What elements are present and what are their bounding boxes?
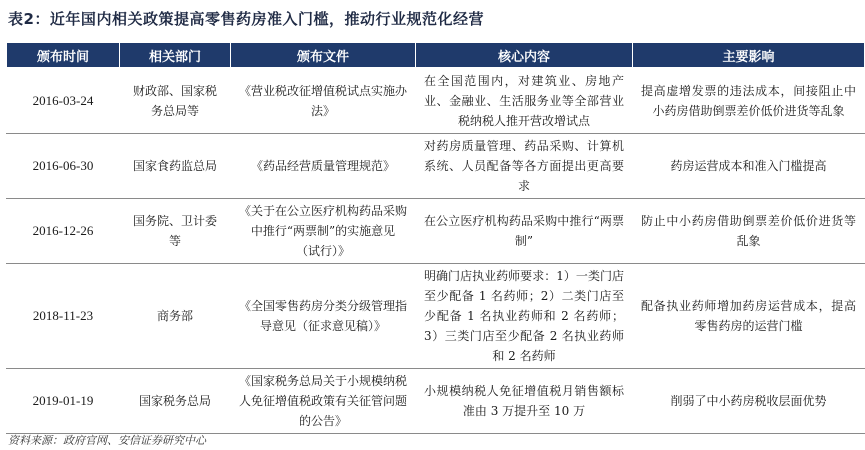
cell-content: 小规模纳税人免征增值税月销售额标准由 3 万提升至 10 万 bbox=[416, 369, 633, 434]
cell-content: 明确门店执业药师要求：1）一类门店至少配备 1 名药师；2）二类门店至少配备 1 名执业药师和 2 名药师；3）三类门店至少配备 2 名执业药师和 2 名药师 bbox=[416, 264, 633, 369]
cell-document: 《国家税务总局关于小规模纳税人免征增值税政策有关征管问题的公告》 bbox=[231, 369, 416, 434]
cell-impact: 防止中小药房借助倒票差价低价进货等乱象 bbox=[633, 199, 865, 264]
cell-content: 对药房质量管理、药品采购、计算机系统、人员配备等各方面提出更高要求 bbox=[416, 134, 633, 199]
table-row bbox=[7, 134, 865, 199]
cell-document: 《营业税改征增值税试点实施办法》 bbox=[231, 68, 416, 134]
header-department: 相关部门 bbox=[120, 43, 231, 69]
cell-department: 国家食药监总局 bbox=[120, 134, 231, 199]
cell-department: 国家税务总局 bbox=[120, 369, 231, 434]
table-row bbox=[7, 199, 865, 264]
cell-document: 《全国零售药房分类分级管理指导意见（征求意见稿）》 bbox=[231, 264, 416, 369]
cell-date: 2016-12-26 bbox=[7, 199, 120, 264]
cell-date: 2016-03-24 bbox=[7, 68, 120, 134]
cell-date: 2016-06-30 bbox=[7, 134, 120, 199]
cell-impact: 提高虚增发票的违法成本，间接阻止中小药房借助倒票差价低价进货等乱象 bbox=[633, 68, 865, 134]
table-title: 表2：近年国内相关政策提高零售药房准入门槛，推动行业规范化经营 bbox=[8, 10, 484, 28]
cell-date: 2018-11-23 bbox=[7, 264, 120, 369]
cell-department: 商务部 bbox=[120, 264, 231, 369]
policy-table bbox=[6, 42, 865, 434]
source-note: 资料来源：政府官网、安信证券研究中心 bbox=[8, 434, 206, 447]
cell-content: 在全国范围内，对建筑业、房地产业、金融业、生活服务业等全部营业税纳税人推开营改增试点 bbox=[416, 68, 633, 134]
cell-document: 《药品经营质量管理规范》 bbox=[231, 134, 416, 199]
cell-impact: 削弱了中小药房税收层面优势 bbox=[633, 369, 865, 434]
cell-document: 《关于在公立医疗机构药品采购中推行“两票制”的实施意见（试行）》 bbox=[231, 199, 416, 264]
table-row bbox=[7, 68, 865, 134]
cell-impact: 药房运营成本和准入门槛提高 bbox=[633, 134, 865, 199]
table-header-row bbox=[7, 43, 865, 69]
table-row bbox=[7, 369, 865, 434]
cell-date: 2019-01-19 bbox=[7, 369, 120, 434]
cell-content: 在公立医疗机构药品采购中推行“两票制” bbox=[416, 199, 633, 264]
header-document: 颁布文件 bbox=[231, 43, 416, 69]
header-content: 核心内容 bbox=[416, 43, 633, 69]
cell-department: 财政部、国家税务总局等 bbox=[120, 68, 231, 134]
header-impact: 主要影响 bbox=[633, 43, 865, 69]
header-date: 颁布时间 bbox=[7, 43, 120, 69]
cell-department: 国务院、卫计委等 bbox=[120, 199, 231, 264]
table-row bbox=[7, 264, 865, 369]
cell-impact: 配备执业药师增加药房运营成本，提高零售药房的运营门槛 bbox=[633, 264, 865, 369]
